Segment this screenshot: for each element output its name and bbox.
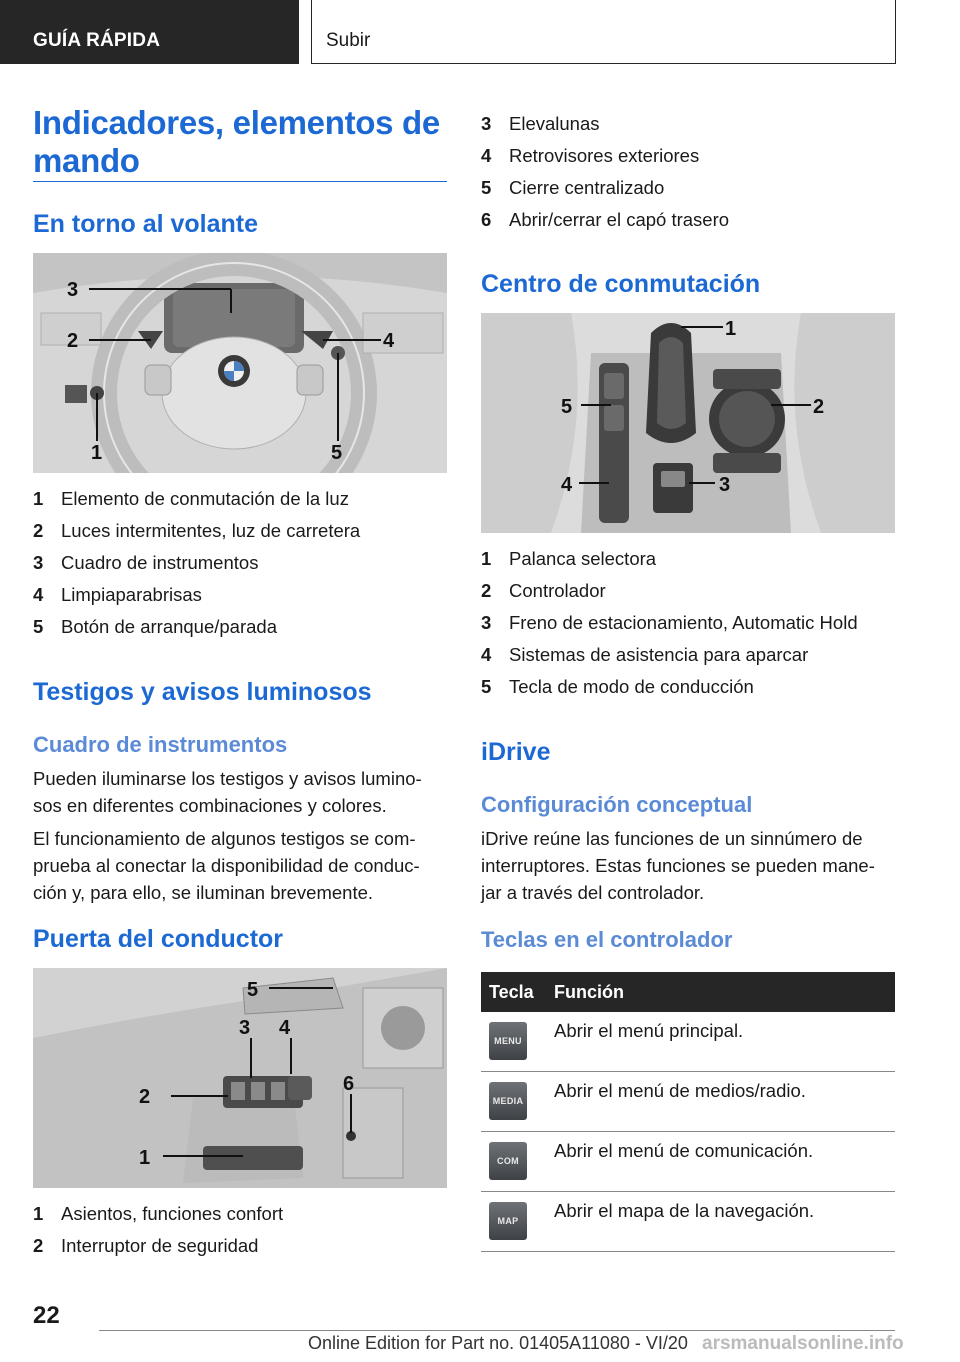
list-item: 5 Tecla de modo de conducción: [481, 676, 754, 697]
door-label-5: 5: [247, 979, 259, 1001]
paragraph-warnings-1: Pueden iluminarse los testigos y avisos lumino- sos en diferentes combinaciones y colores.: [33, 768, 422, 816]
menu-key-icon: MENU: [489, 1022, 527, 1060]
edition-text: Online Edition for Part no. 01405A11080 - VI/20: [308, 1333, 688, 1353]
door-label-4: 4: [279, 1017, 291, 1039]
list-item: 4 Sistemas de asistencia para aparcar: [481, 644, 809, 665]
steering-illustration: [33, 253, 447, 473]
heading-idrive: iDrive: [481, 738, 551, 766]
section-tab[interactable]: [0, 0, 299, 64]
table-row: [481, 1192, 895, 1252]
list-item: 3 Freno de estacionamiento, Automatic Hold: [481, 612, 858, 633]
keys-table: [481, 972, 895, 1252]
list-item: 5 Cierre centralizado: [481, 177, 665, 198]
steering-label-2: 2: [67, 330, 79, 352]
col-function-header: Función: [554, 982, 624, 1002]
com-key-icon: COM: [489, 1142, 527, 1180]
door-label-2: 2: [139, 1086, 151, 1108]
center-label-5: 5: [561, 396, 573, 418]
steering-label-1: 1: [91, 442, 103, 464]
table-row: [481, 1012, 895, 1072]
table-row: [481, 1132, 895, 1192]
steering-label-3: 3: [67, 279, 79, 301]
heading-door: Puerta del conductor: [33, 925, 284, 953]
paragraph-warnings-2: El funcionamiento de algunos testigos se com- prueba al conectar la disponibilidad de conduc- ción y, para ello, se iluminan brevemente.: [33, 828, 420, 903]
function-text: Abrir el menú principal.: [554, 1020, 744, 1041]
center-label-2: 2: [813, 396, 825, 418]
steering-figure: [33, 253, 447, 473]
list-item: 4 Limpiaparabrisas: [33, 584, 202, 605]
center-label-3: 3: [719, 474, 731, 496]
steering-label-5: 5: [331, 442, 343, 464]
media-key-icon: MEDIA: [489, 1082, 527, 1120]
door-figure: [33, 968, 447, 1188]
heading-center: Centro de conmutación: [481, 270, 761, 298]
door-label-3: 3: [239, 1017, 251, 1039]
up-link[interactable]: [311, 0, 896, 64]
function-text: Abrir el menú de comunicación.: [554, 1140, 814, 1161]
heading-steering: En torno al volante: [33, 210, 259, 238]
page-number: 22: [33, 1302, 60, 1329]
paragraph-idrive: iDrive reúne las funciones de un sinnúmero de interruptores. Estas funciones se pueden mane- jar a través del controlador.: [481, 828, 875, 903]
center-label-4: 4: [561, 474, 573, 496]
subheading-cluster: Cuadro de instrumentos: [33, 732, 288, 757]
list-item: 1 Palanca selectora: [481, 548, 657, 569]
list-item: 1 Asientos, funciones confort: [33, 1203, 284, 1224]
center-label-1: 1: [725, 318, 737, 340]
list-item: 2 Interruptor de seguridad: [33, 1235, 259, 1256]
section-label: GUÍA RÁPIDA: [33, 30, 161, 51]
function-text: Abrir el mapa de la navegación.: [554, 1200, 815, 1221]
footer-rule: [99, 1330, 895, 1331]
door-illustration: [33, 968, 447, 1188]
door-label-1: 1: [139, 1147, 151, 1169]
heading-warnings: Testigos y avisos luminosos: [33, 678, 372, 706]
list-item: 3 Elevalunas: [481, 113, 600, 134]
list-item: 6 Abrir/cerrar el capó trasero: [481, 209, 730, 230]
list-item: 3 Cuadro de instrumentos: [33, 552, 259, 573]
table-header: [481, 972, 895, 1012]
function-text: Abrir el menú de medios/radio.: [554, 1080, 806, 1101]
map-key-icon: MAP: [489, 1202, 527, 1240]
list-item: 5 Botón de arranque/parada: [33, 616, 278, 637]
subheading-keys: Teclas en el controlador: [481, 927, 733, 952]
list-item: 1 Elemento de conmutación de la luz: [33, 488, 349, 509]
center-figure: [481, 313, 895, 533]
list-item: 2 Controlador: [481, 580, 606, 601]
center-console-illustration: [481, 313, 895, 533]
door-label-6: 6: [343, 1073, 355, 1095]
list-item: 4 Retrovisores exteriores: [481, 145, 700, 166]
table-row: [481, 1072, 895, 1132]
steering-label-4: 4: [383, 330, 395, 352]
up-link-label: Subir: [326, 30, 371, 51]
subheading-concept: Configuración conceptual: [481, 792, 753, 817]
list-item: 2 Luces intermitentes, luz de carretera: [33, 520, 361, 541]
title-rule: [33, 181, 447, 182]
page-title: Indicadores, elementos de mando: [33, 104, 440, 179]
watermark: arsmanualsonline.info: [702, 1333, 904, 1354]
col-key-header: Tecla: [489, 982, 534, 1002]
